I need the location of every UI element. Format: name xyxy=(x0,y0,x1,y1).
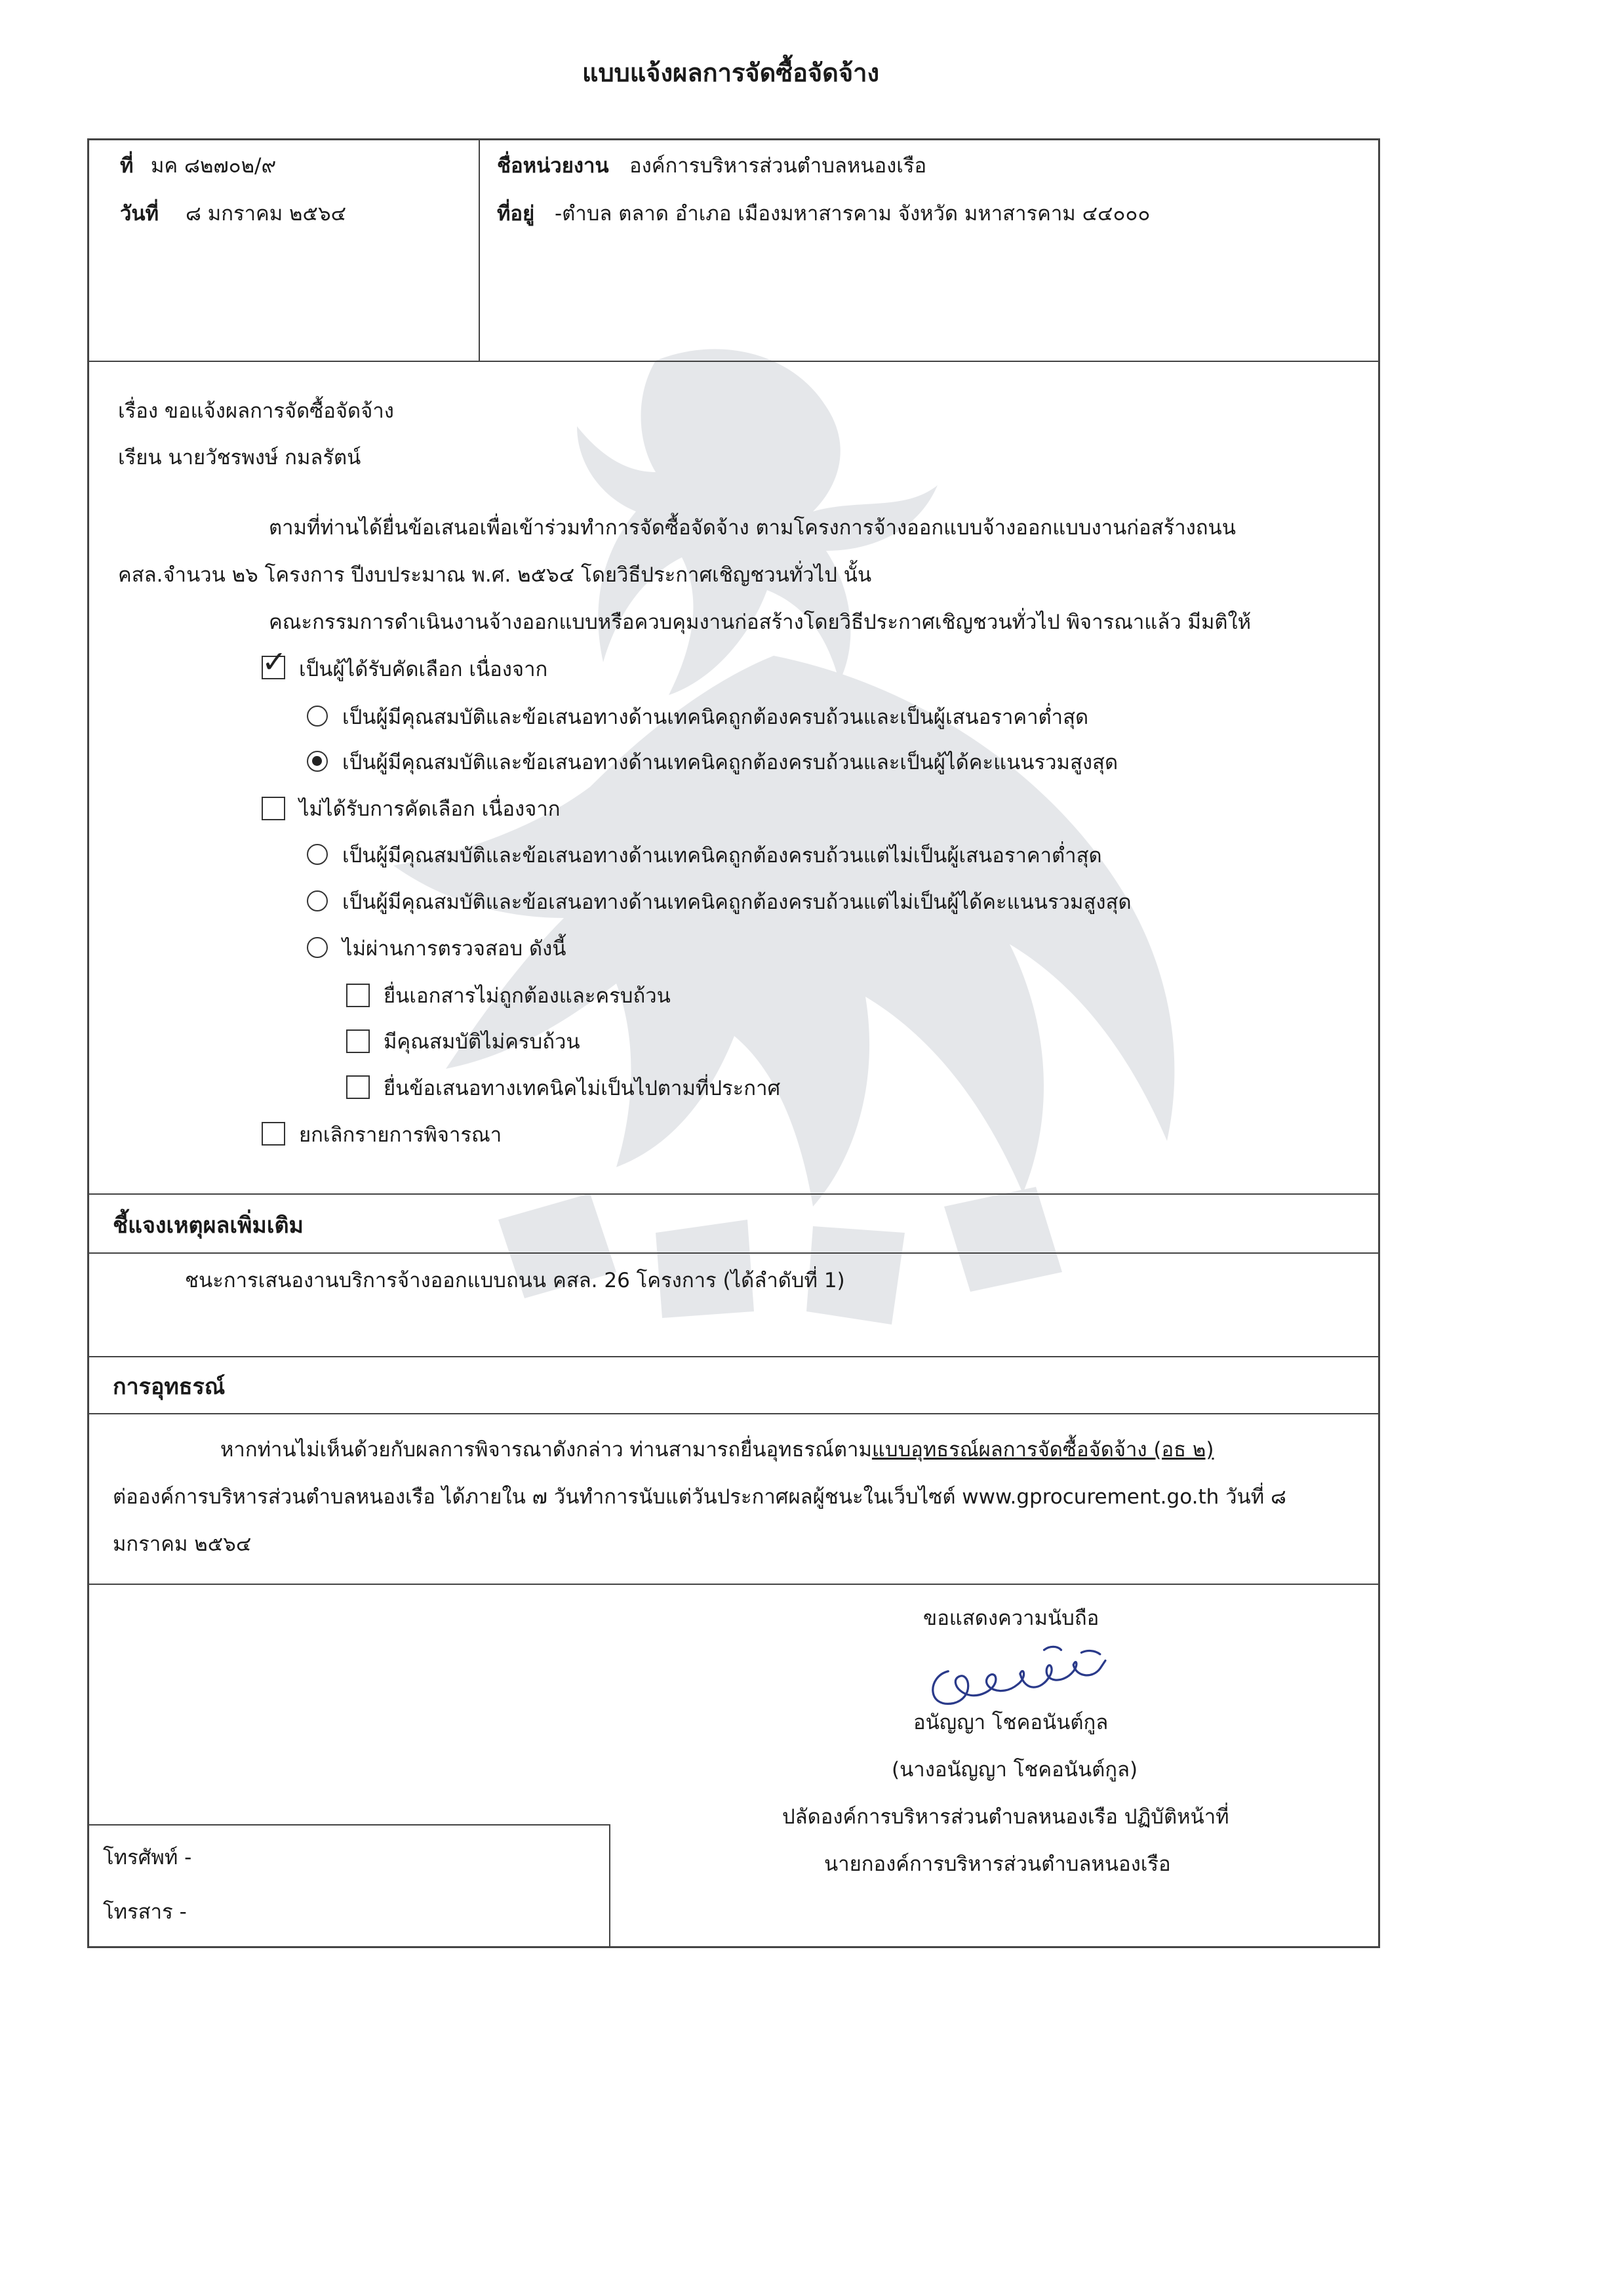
not-selected-reason-price: เป็นผู้มีคุณสมบัติและข้อเสนอทางด้านเทคนิคถูกต้องครบถ้วนแต่ไม่เป็นผู้เสนอราคาต่ำสุด xyxy=(342,844,1102,868)
contact-fax: โทรสาร - xyxy=(103,1900,187,1924)
not-selected-reason-score: เป็นผู้มีคุณสมบัติและข้อเสนอทางด้านเทคนิคถูกต้องครบถ้วนแต่ไม่เป็นผู้ได้คะแนนรวมสูงสุด xyxy=(342,890,1132,914)
paragraph2: คณะกรรมการดำเนินงานจ้างออกแบบหรือควบคุมงานก่อสร้างโดยวิธีประกาศเชิญชวนทั่วไป พิจารณาแล้ว มีมติให้ xyxy=(269,610,1252,634)
agency-value: องค์การบริหารส่วนตำบลหนองเรือ xyxy=(629,154,927,178)
appeal-divider-mid xyxy=(87,1413,1380,1414)
appeal-line3: มกราคม ๒๕๖๔ xyxy=(113,1532,252,1556)
frame-bottom xyxy=(87,1946,1380,1948)
selected-reason-highest-score: เป็นผู้มีคุณสมบัติและข้อเสนอทางด้านเทคนิคถูกต้องครบถ้วนและเป็นผู้ได้คะแนนรวมสูงสุด xyxy=(342,751,1119,774)
document-title: แบบแจ้งผลการจัดซื้อจัดจ้าง xyxy=(582,58,880,87)
selected-reason-lowest-price: เป็นผู้มีคุณสมบัติและข้อเสนอทางด้านเทคนิคถูกต้องครบถ้วนและเป็นผู้เสนอราคาต่ำสุด xyxy=(342,706,1089,729)
cancel-checkbox[interactable] xyxy=(262,1122,285,1146)
selected-reason-highest-score-radio[interactable] xyxy=(307,751,328,772)
sub-reason-technical-checkbox[interactable] xyxy=(346,1075,370,1099)
reason-divider-mid xyxy=(87,1252,1380,1254)
not-selected-reason-failed-radio[interactable] xyxy=(307,937,328,958)
appeal-heading: การอุทธรณ์ xyxy=(113,1374,226,1400)
date-label: วันที่ xyxy=(120,202,159,226)
appeal-divider-top xyxy=(87,1356,1380,1357)
appeal-line1-prefix: หากท่านไม่เห็นด้วยกับผลการพิจารณาดังกล่าว ท่านสามารถยื่นอุทธรณ์ตาม xyxy=(220,1438,872,1462)
not-selected-reason-failed: ไม่ผ่านการตรวจสอบ ดังนี้ xyxy=(342,937,566,961)
garuda-watermark xyxy=(249,315,1298,1364)
sub-reason-technical: ยื่นข้อเสนอทางเทคนิคไม่เป็นไปตามที่ประกาศ xyxy=(384,1077,781,1100)
address-value: -ตำบล ตลาด อำเภอ เมืองมหาสารคาม จังหวัด มหาสารคาม ๔๔๐๐๐ xyxy=(555,202,1151,226)
ref-value: มค ๘๒๗๐๒/๙ xyxy=(151,154,277,178)
sub-reason-qualification-checkbox[interactable] xyxy=(346,1029,370,1053)
signatory-position-line1: ปลัดองค์การบริหารส่วนตำบลหนองเรือ ปฏิบัติหน้าที่ xyxy=(782,1805,1229,1829)
not-selected-checkbox[interactable] xyxy=(262,797,285,820)
check-mark-icon: ✓ xyxy=(262,644,287,679)
header-divider-bottom xyxy=(87,361,1380,362)
agency-label: ชื่อหน่วยงาน xyxy=(497,154,609,178)
ref-label: ที่ xyxy=(120,154,134,178)
contact-phone: โทรศัพท์ - xyxy=(103,1846,192,1869)
not-selected-reason-price-radio[interactable] xyxy=(307,844,328,865)
letter-subject: เรื่อง ขอแจ้งผลการจัดซื้อจัดจ้าง xyxy=(118,399,394,423)
closing-text: ขอแสดงความนับถือ xyxy=(923,1606,1099,1630)
not-selected-reason-score-radio[interactable] xyxy=(307,890,328,911)
contact-box-top xyxy=(87,1824,610,1826)
frame-top xyxy=(87,138,1380,140)
selected-reason-lowest-price-radio[interactable] xyxy=(307,706,328,727)
reason-divider-top xyxy=(87,1193,1380,1195)
sub-reason-documents-checkbox[interactable] xyxy=(346,984,370,1007)
reason-text: ชนะการเสนองานบริการจ้างออกแบบถนน คสล. 26 โครงการ (ได้ลำดับที่ 1) xyxy=(185,1269,845,1292)
header-divider-vertical xyxy=(479,138,480,361)
date-value: ๘ มกราคม ๒๕๖๔ xyxy=(186,202,347,226)
reason-heading: ชี้แจงเหตุผลเพิ่มเติม xyxy=(113,1212,304,1239)
paragraph1-line1: ตามที่ท่านได้ยื่นข้อเสนอเพื่อเข้าร่วมทำการจัดซื้อจัดจ้าง ตามโครงการจ้างออกแบบจ้างออกแบบงานก่อสร้างถนน xyxy=(269,516,1236,540)
letter-recipient: เรียน นายวัชรพงษ์ กมลรัตน์ xyxy=(118,446,361,469)
appeal-divider-bottom xyxy=(87,1584,1380,1585)
sub-reason-documents: ยื่นเอกสารไม่ถูกต้องและครบถ้วน xyxy=(384,984,671,1008)
signatory-position-line2: นายกองค์การบริหารส่วนตำบลหนองเรือ xyxy=(824,1852,1171,1876)
sub-reason-qualification: มีคุณสมบัติไม่ครบถ้วน xyxy=(384,1030,580,1054)
signatory-full-name: (นางอนัญญา โชคอนันต์กูล) xyxy=(892,1758,1138,1782)
cancel-label: ยกเลิกรายการพิจารณา xyxy=(299,1123,502,1147)
appeal-form-link[interactable]: แบบอุทธรณ์ผลการจัดซื้อจัดจ้าง (อธ ๒) xyxy=(871,1438,1214,1462)
appeal-line2: ต่อองค์การบริหารส่วนตำบลหนองเรือ ได้ภายใน ๗ วันทำการนับแต่วันประกาศผลผู้ชนะในเว็บไซต์ www.gprocurement.go.th วันที่ ๘ xyxy=(113,1485,1286,1509)
paragraph1-line2: คสล.จำนวน ๒๖ โครงการ ปีงบประมาณ พ.ศ. ๒๕๖๔ โดยวิธีประกาศเชิญชวนทั่วไป นั้น xyxy=(118,563,872,587)
signatory-handwritten-name: อนัญญา โชคอนันต์กูล xyxy=(913,1711,1109,1734)
appeal-line1 xyxy=(220,1440,1214,1460)
contact-box-right xyxy=(609,1824,610,1947)
selected-checkbox[interactable] xyxy=(262,644,287,679)
frame-left xyxy=(87,138,89,1948)
not-selected-label: ไม่ได้รับการคัดเลือก เนื่องจาก xyxy=(299,797,561,821)
selected-label: เป็นผู้ได้รับคัดเลือก เนื่องจาก xyxy=(299,658,548,681)
frame-right xyxy=(1378,138,1380,1948)
address-label: ที่อยู่ xyxy=(497,202,535,226)
